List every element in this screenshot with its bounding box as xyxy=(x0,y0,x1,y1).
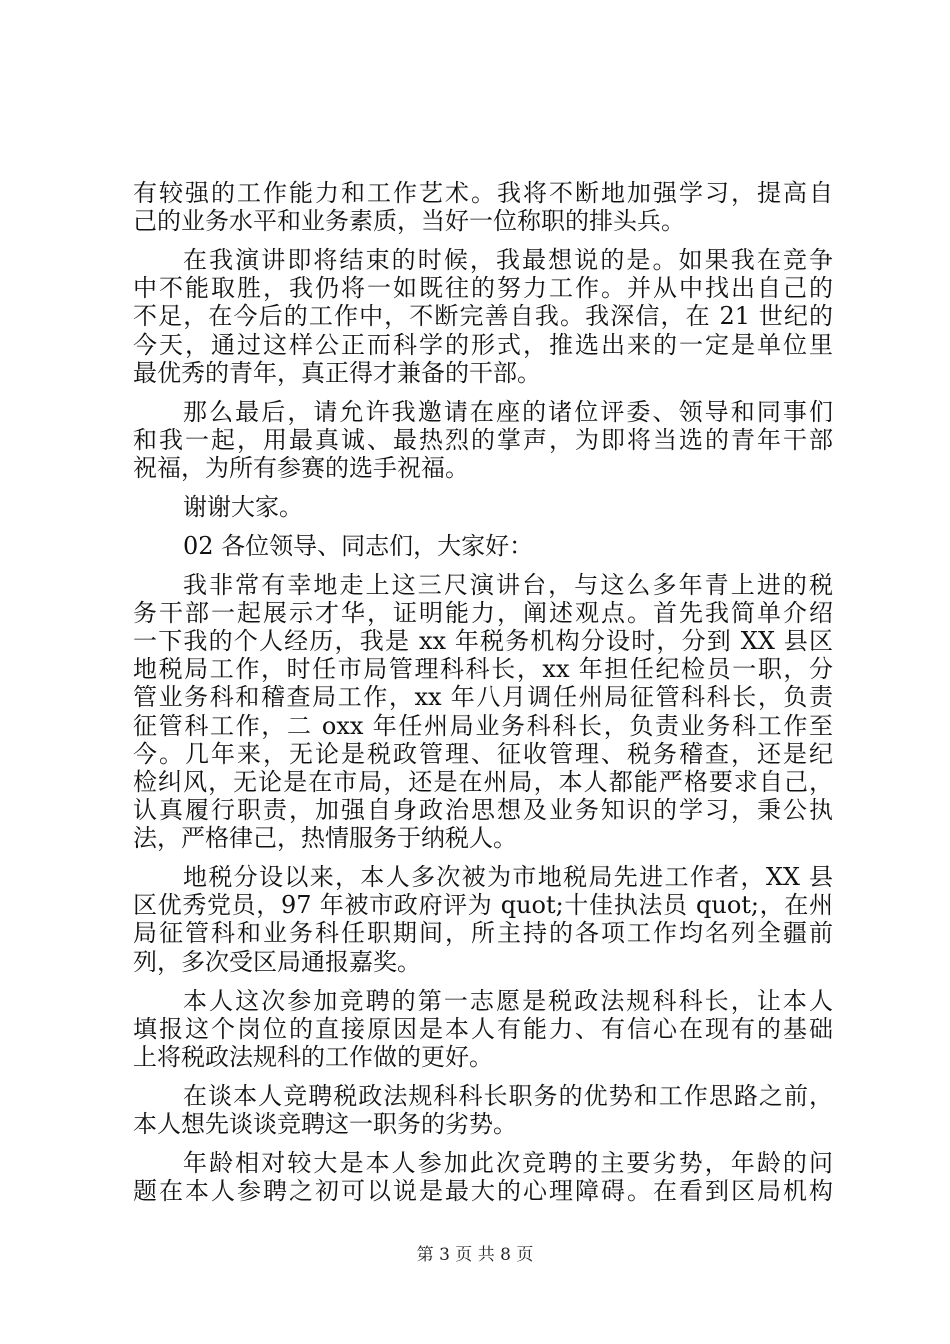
text-line: 今。几年来，无论是税政管理、征收管理、税务稽查，还是纪 xyxy=(133,739,833,768)
text-line: 不足，在今后的工作中，不断完善自我。我深信，在 21 世纪的 xyxy=(133,302,833,331)
text-line: 上将税政法规科的工作做的更好。 xyxy=(133,1042,493,1071)
text-line: 最优秀的青年，真正得才兼备的干部。 xyxy=(133,358,541,387)
text-line: 管业务科和稽查局工作，xx 年八月调任州局征管科科长，负责 xyxy=(133,683,833,712)
text-line: 谢谢大家。 xyxy=(183,492,303,521)
text-line: 本人这次参加竞聘的第一志愿是税政法规科科长，让本人 xyxy=(183,986,833,1015)
text-line: 地税局工作，时任市局管理科科长，xx 年担任纪检员一职，分 xyxy=(133,655,833,684)
text-line: 区优秀党员，97 年被市政府评为 quot;十佳执法员 quot;，在州 xyxy=(133,891,833,920)
text-line: 本人想先谈谈竞聘这一职务的劣势。 xyxy=(133,1109,517,1138)
text-line: 中不能取胜，我仍将一如既往的努力工作。并从中找出自己的 xyxy=(133,274,833,303)
text-line: 认真履行职责，加强自身政治思想及业务知识的学习，秉公执 xyxy=(133,796,833,825)
text-line: 我非常有幸地走上这三尺演讲台，与这么多年青上进的税 xyxy=(183,570,833,599)
text-line: 有较强的工作能力和工作艺术。我将不断地加强学习，提高自 xyxy=(133,179,833,207)
text-line: 己的业务水平和业务素质，当好一位称职的排头兵。 xyxy=(133,207,685,236)
text-line: 检纠风，无论是在市局，还是在州局，本人都能严格要求自己， xyxy=(133,767,833,796)
page-number-footer: 第 3 页 共 8 页 xyxy=(416,1245,534,1265)
text-line: 02 各位领导、同志们，大家好： xyxy=(183,531,534,560)
text-line: 务干部一起展示才华，证明能力，阐述观点。首先我简单介绍 xyxy=(133,598,833,627)
text-line: 祝福，为所有参赛的选手祝福。 xyxy=(133,453,469,482)
text-line: 征管科工作，二 oxx 年任州局业务科科长，负责业务科工作至 xyxy=(133,711,833,740)
text-line: 年龄相对较大是本人参加此次竞聘的主要劣势，年龄的问 xyxy=(183,1148,833,1177)
text-line: 列，多次受区局通报嘉奖。 xyxy=(133,947,421,976)
text-line: 法，严格律己，热情服务于纳税人。 xyxy=(133,824,517,853)
text-line: 今天，通过这样公正而科学的形式，推选出来的一定是单位里 xyxy=(133,330,833,359)
text-line: 一下我的个人经历，我是 xx 年税务机构分设时，分到 XX 县区 xyxy=(133,627,833,656)
text-line: 那么最后，请允许我邀请在座的诸位评委、领导和同事们 xyxy=(183,397,833,426)
text-line: 在我演讲即将结束的时候，我最想说的是。如果我在竞争 xyxy=(183,246,833,275)
text-line: 填报这个岗位的直接原因是本人有能力、有信心在现有的基础 xyxy=(133,1014,833,1043)
text-line: 局征管科和业务科任职期间，所主持的各项工作均名列全疆前 xyxy=(133,919,833,948)
text-line: 题在本人参聘之初可以说是最大的心理障碍。在看到区局机构 xyxy=(133,1177,833,1205)
text-line: 和我一起，用最真诚、最热烈的掌声，为即将当选的青年干部 xyxy=(133,425,833,454)
text-line: 地税分设以来，本人多次被为市地税局先进工作者，XX 县 xyxy=(183,863,833,892)
text-line: 在谈本人竞聘税政法规科科长职务的优势和工作思路之前， xyxy=(183,1081,833,1110)
